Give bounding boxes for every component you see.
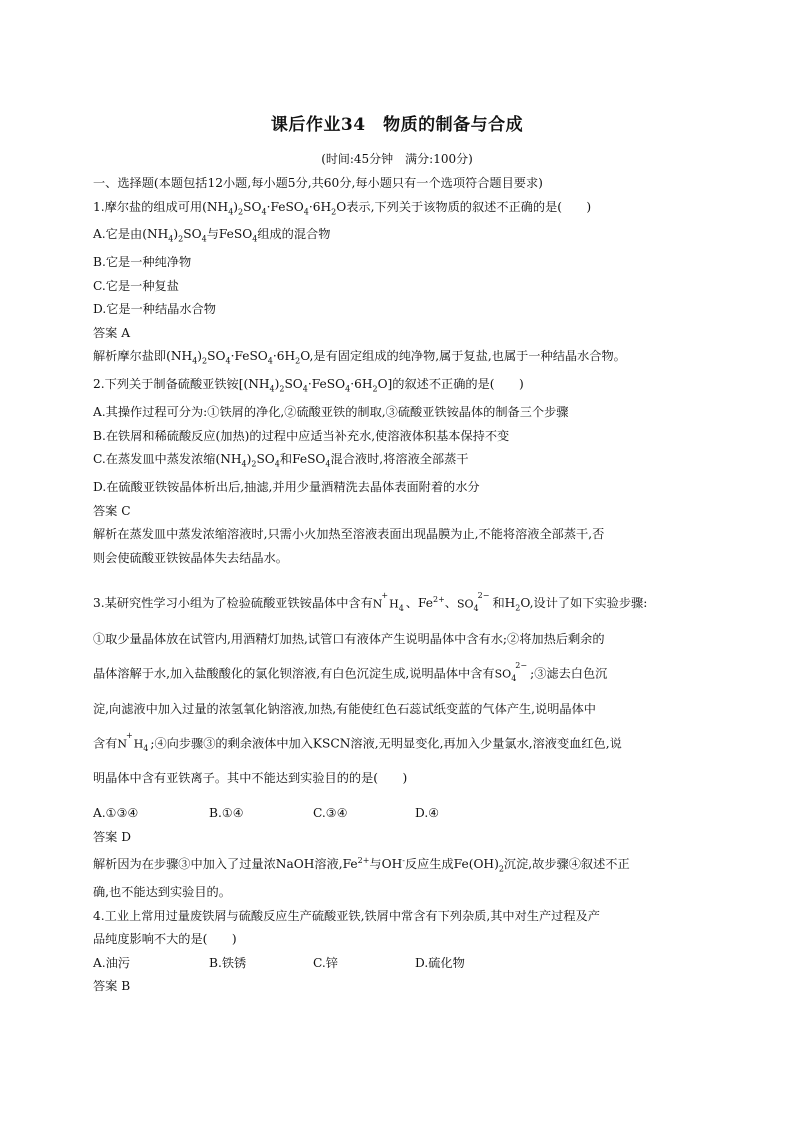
q1-explanation: 解析摩尔盐即$(NH_4)_2SO_4\cdot FeSO_4\cdot 6H_2O$,是有固定组成的纯净物,属于复盐,也属于一种结晶水合物。 [93,349,626,366]
q4-option-b: B.铁锈 [209,955,247,970]
q2-option-c: C.在蒸发皿中蒸发浓缩$(NH_4)_2SO_4$和FeSO$_4$混合液时,将溶液全部蒸干 [93,452,469,469]
page-subtitle: (时间:45分钟 满分:100分) [321,152,473,166]
q3-option-b: B.①④ [209,806,244,821]
page-title: 课后作业34 物质的制备与合成 [270,115,524,135]
sulfate-ion: $SO_4^{2-}$ [456,590,490,613]
q1-option-c: C.它是一种复盐 [93,278,179,293]
q3-stem-line-5: 含有$N^+H_4$ ;④向步骤③的剩余液体中加入KSCN溶液,无明显变化,再加入少量氯水,溶液变血红色,说 [93,725,703,764]
q1-answer: 答案 A [93,325,131,340]
q3-option-c: C.③④ [313,806,348,821]
q3-stem-line-2: ①取少量晶体放在试管内,用酒精灯加热,试管口有液体产生说明晶体中含有水;②将加热后剩余的 [93,631,605,646]
sulfate-ion: $SO_4^{2-}$ [494,660,528,683]
q4-option-a: A.油污 [93,955,131,970]
q2-option-b: B.在铁屑和稀硫酸反应(加热)的过程中应适当补充水,使溶液体积基本保持不变 [93,428,510,443]
q1-option-b: B.它是一种纯净物 [93,255,192,270]
q3-stem-line-4: 淀,向滤液中加入过量的浓氢氧化钠溶液,加热,有能使红色石蕊试纸变蓝的气体产生,说明晶体中 [93,701,596,716]
spacer [93,570,703,584]
q3-answer: 答案 D [93,829,132,844]
q3-option-a: A.①③④ [93,806,139,821]
ammonium-ion: $N^+H_4$ [372,590,404,613]
spacer [93,794,703,802]
q2-stem: 2.下列关于制备硫酸亚铁铵$[(NH_4)_2SO_4\cdot FeSO_4\cdot 6H_2O]$的叙述不正确的是( ) [93,377,524,394]
q2-explanation-line-2: 则会使硫酸亚铁铵晶体失去结晶水。 [93,550,288,565]
ammonium-ion: $N^+H_4$ [117,730,149,753]
q2-answer: 答案 C [93,503,131,518]
q1-option-a: A.它是由$(NH_4)_2SO_4$与FeSO$_4$组成的混合物 [93,227,331,244]
q3-options [93,802,703,826]
section-header: 一、选择题(本题包括12小题,每小题5分,共60分,每小题只有一个选项符合题目要求) [93,176,543,190]
q3-explanation-line-1: 解析因为在步骤③中加入了过量浓NaOH溶液$,Fe^{2+}$与OH-反应生成$Fe(OH)_2$沉淀,故步骤④叙述不正 [93,856,630,874]
q3-explanation-line-2: 确,也不能达到实验目的。 [93,885,231,900]
q2-option-a: A.其操作过程可分为:①铁屑的净化,②硫酸亚铁的制取,③硫酸亚铁铵晶体的制备三个步骤 [93,405,569,420]
q4-stem-line-2: 品纯度影响不大的是( ) [93,932,237,947]
q4-option-d: D.硫化物 [415,955,465,970]
q4-answer: 答案 B [93,979,131,994]
q2-option-d: D.在硫酸亚铁铵晶体析出后,抽滤,并用少量酒精洗去晶体表面附着的水分 [93,480,480,495]
question-content [93,172,703,999]
q4-option-c: C.锌 [313,955,338,970]
q3-stem-line-3: 晶体溶解于水,加入盐酸酸化的氯化钡溶液,有白色沉淀生成,说明晶体中含有$SO_4^{2-};③$滤去白色沉 [93,655,703,694]
q3-option-d: D.④ [415,806,440,821]
q4-stem-line-1: 4.工业上常用过量废铁屑与硫酸反应生产硫酸亚铁,铁屑中常含有下列杂质,其中对生产过程及产 [93,908,600,923]
q3-stem-line-6: 明晶体中含有亚铁离子。其中不能达到实验目的的是( ) [93,771,408,786]
q2-explanation-line-1: 解析在蒸发皿中蒸发浓缩溶液时,只需小火加热至溶液表面出现晶膜为止,不能将溶液全部蒸干,否 [93,527,605,542]
q1-stem: 1.摩尔盐的组成可用$(NH_4)_2SO_4\cdot FeSO_4\cdot 6H_2O$表示,下列关于该物质的叙述不正确的是( ) [93,199,592,216]
q3-stem-line-1: 3.某研究性学习小组为了检验硫酸亚铁铵晶体中含有$N^+H_4$ 、$Fe^{2+}$、$SO_4^{2-}$和$H_2O$,设计了如下实验步骤: [93,584,703,624]
q1-option-d: D.它是一种结晶水合物 [93,302,216,317]
q4-options [93,952,703,976]
